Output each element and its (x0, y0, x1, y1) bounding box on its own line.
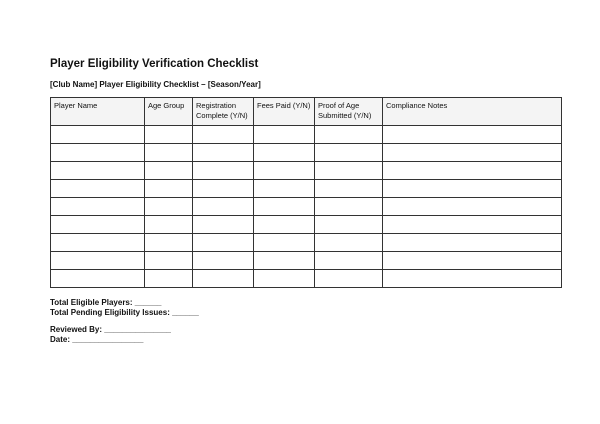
table-cell[interactable] (51, 234, 145, 252)
table-cell[interactable] (51, 180, 145, 198)
table-cell[interactable] (315, 126, 383, 144)
table-row (51, 216, 562, 234)
table-cell[interactable] (193, 234, 254, 252)
table-cell[interactable] (193, 216, 254, 234)
table-cell[interactable] (315, 162, 383, 180)
table-cell[interactable] (383, 234, 562, 252)
table-cell[interactable] (193, 126, 254, 144)
column-header-player-name: Player Name (51, 98, 145, 126)
table-cell[interactable] (193, 144, 254, 162)
table-row (51, 162, 562, 180)
table-cell[interactable] (51, 270, 145, 288)
table-cell[interactable] (51, 162, 145, 180)
column-header-fees-paid: Fees Paid (Y/N) (254, 98, 315, 126)
table-cell[interactable] (51, 216, 145, 234)
table-cell[interactable] (383, 216, 562, 234)
table-cell[interactable] (383, 180, 562, 198)
table-cell[interactable] (145, 216, 193, 234)
table-row (51, 252, 562, 270)
table-cell[interactable] (254, 234, 315, 252)
table-row (51, 126, 562, 144)
table-cell[interactable] (145, 180, 193, 198)
table-cell[interactable] (315, 234, 383, 252)
column-header-age-group: Age Group (145, 98, 193, 126)
table-row (51, 270, 562, 288)
document-title: Player Eligibility Verification Checklist (50, 58, 259, 70)
table-cell[interactable] (254, 180, 315, 198)
table-cell[interactable] (383, 144, 562, 162)
table-cell[interactable] (254, 162, 315, 180)
table-cell[interactable] (51, 126, 145, 144)
table-cell[interactable] (254, 144, 315, 162)
table-cell[interactable] (383, 162, 562, 180)
table-cell[interactable] (254, 270, 315, 288)
table-cell[interactable] (254, 252, 315, 270)
eligibility-checklist-table (50, 97, 562, 288)
table-cell[interactable] (383, 126, 562, 144)
table-cell[interactable] (254, 198, 315, 216)
table-cell[interactable] (383, 270, 562, 288)
table-cell[interactable] (315, 270, 383, 288)
table-cell[interactable] (254, 126, 315, 144)
total-eligible-players: Total Eligible Players: ______ (50, 298, 162, 307)
table-cell[interactable] (145, 198, 193, 216)
table-header-row (51, 98, 562, 126)
table-cell[interactable] (51, 252, 145, 270)
table-cell[interactable] (193, 252, 254, 270)
table-row (51, 198, 562, 216)
column-header-proof-of-age: Proof of Age Submitted (Y/N) (315, 98, 383, 126)
table-cell[interactable] (315, 144, 383, 162)
table-cell[interactable] (145, 126, 193, 144)
table-cell[interactable] (315, 216, 383, 234)
reviewed-by: Reviewed By: _______________ (50, 325, 171, 334)
table-cell[interactable] (51, 144, 145, 162)
table-cell[interactable] (315, 180, 383, 198)
table-cell[interactable] (315, 198, 383, 216)
document-subtitle: [Club Name] Player Eligibility Checklist – [Season/Year] (50, 80, 261, 89)
table-cell[interactable] (51, 198, 145, 216)
table-cell[interactable] (145, 252, 193, 270)
table-body (51, 126, 562, 288)
column-header-compliance-notes: Compliance Notes (383, 98, 562, 126)
table-cell[interactable] (383, 252, 562, 270)
table-cell[interactable] (254, 216, 315, 234)
table-cell[interactable] (383, 198, 562, 216)
table-row (51, 234, 562, 252)
table-cell[interactable] (193, 162, 254, 180)
table-cell[interactable] (145, 234, 193, 252)
table-row (51, 144, 562, 162)
table-cell[interactable] (145, 162, 193, 180)
table-row (51, 180, 562, 198)
table-cell[interactable] (315, 252, 383, 270)
column-header-registration-complete: Registration Complete (Y/N) (193, 98, 254, 126)
table-cell[interactable] (145, 144, 193, 162)
total-pending-issues: Total Pending Eligibility Issues: ______ (50, 308, 199, 317)
table-cell[interactable] (193, 180, 254, 198)
table-cell[interactable] (193, 198, 254, 216)
review-date: Date: ________________ (50, 335, 144, 344)
table-cell[interactable] (193, 270, 254, 288)
table-cell[interactable] (145, 270, 193, 288)
